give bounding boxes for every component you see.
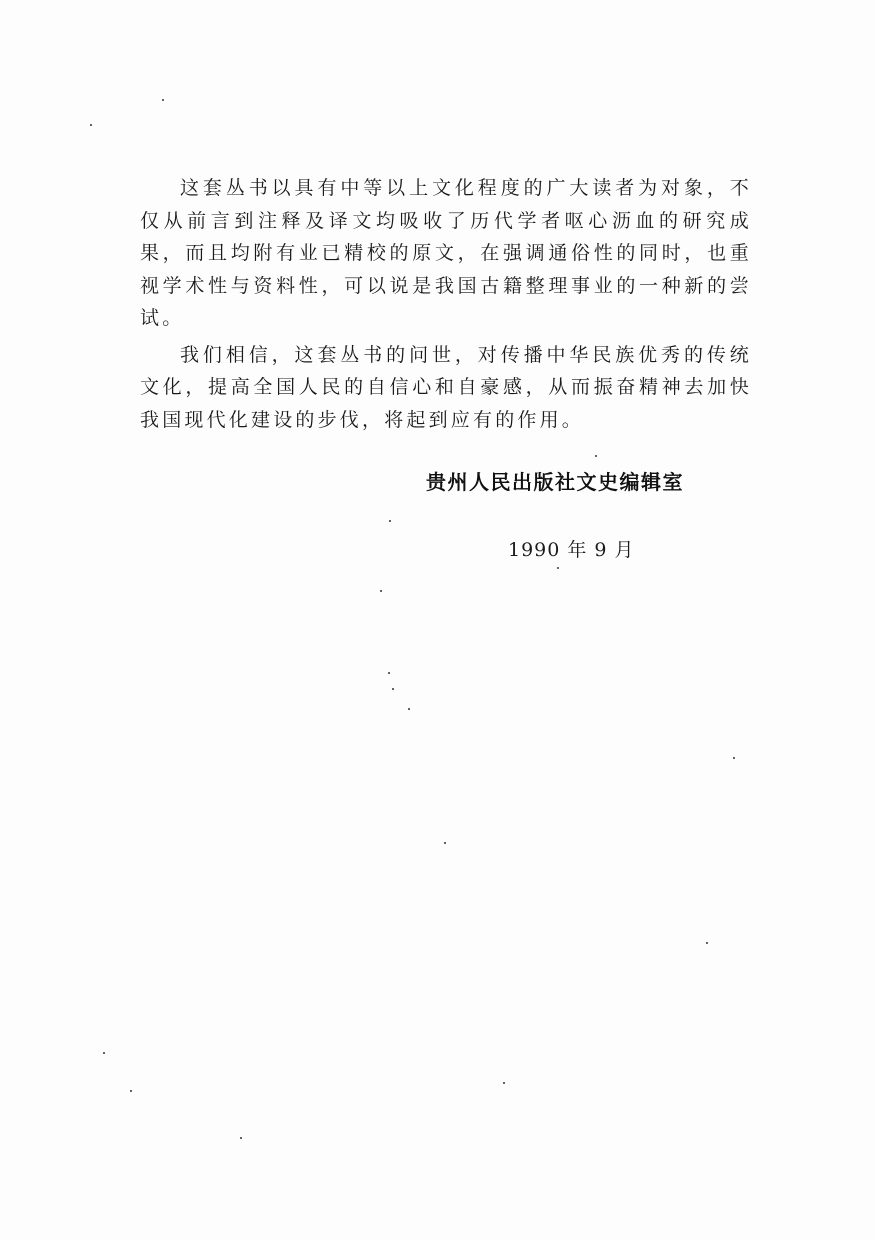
scan-speck — [90, 124, 92, 126]
scan-speck — [240, 1137, 242, 1139]
scan-speck — [380, 590, 382, 592]
scan-speck — [733, 757, 735, 759]
scan-speck — [503, 1082, 505, 1084]
scan-speck — [557, 567, 559, 569]
scan-speck — [103, 1052, 105, 1054]
publication-date: 1990 年 9 月 — [508, 539, 635, 561]
scan-speck — [706, 942, 708, 944]
scan-speck — [388, 672, 390, 674]
scan-speck — [444, 842, 446, 844]
paragraph-2: 我们相信，这套丛书的问世，对传播中华民族优秀的传统文化，提高全国人民的自信心和自豪感，从而振奋精神去加快我国现代化建设的步伐，将起到应有的作用。 — [140, 343, 752, 431]
publisher-signature: 贵州人民出版社文史编辑室 — [426, 470, 684, 494]
scan-speck — [595, 455, 597, 457]
scan-speck — [130, 1090, 132, 1092]
scan-speck — [408, 708, 410, 710]
scan-speck — [162, 99, 164, 101]
scan-speck — [389, 520, 391, 522]
paragraph-1: 这套丛书以具有中等以上文化程度的广大读者为对象，不仅从前言到注释及译文均吸收了历代学者呕心沥血的研究成果，而且均附有业已精校的原文，在强调通俗性的同时，也重视学术性与资料性，可以说是我国古籍整理事业的一种新的尝试。 — [140, 177, 752, 329]
scan-speck — [392, 688, 394, 690]
preface-body — [140, 172, 752, 440]
